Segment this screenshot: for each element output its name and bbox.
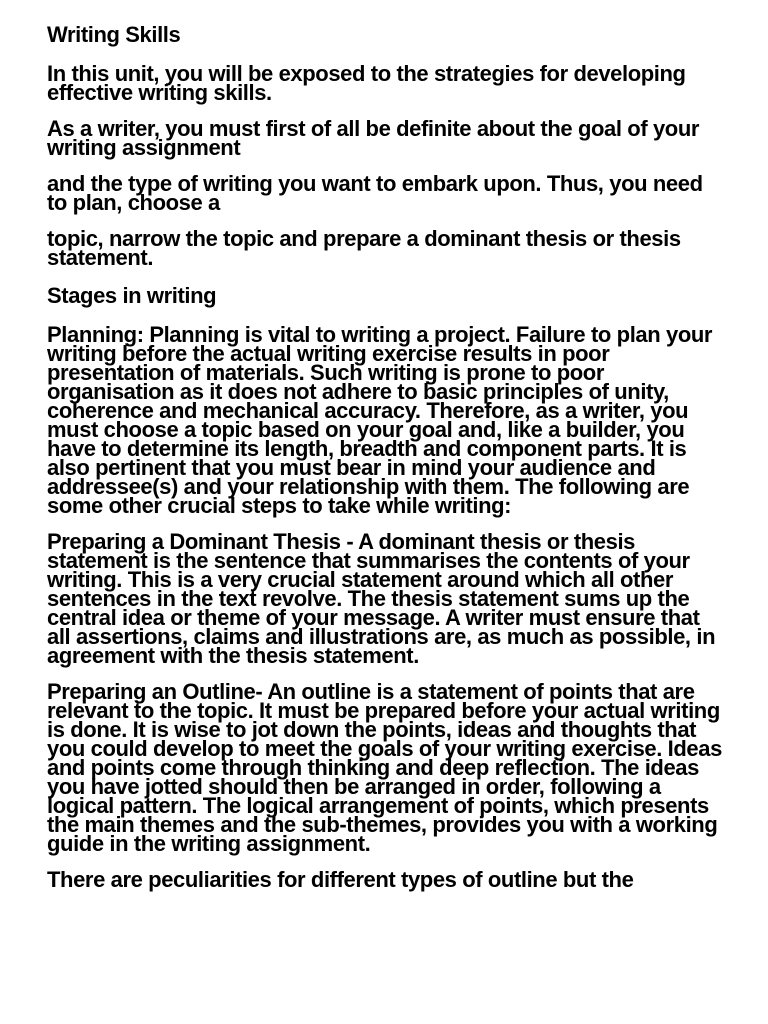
page-title: Writing Skills (47, 22, 181, 47)
thesis-paragraph: Preparing a Dominant Thesis - A dominant thesis or thesis statement is the sentence that summarises the contents of your writing. This is a very crucial statement around which all other sentences in the text revolve. The thesis statement sums up the central idea or theme of your message. A writer must ensure that all assertions, claims and illustrations are, as much as possible, in agreement with the thesis statement. (47, 529, 716, 668)
goal-paragraph: As a writer, you must first of all be definite about the goal of your writing assignment (47, 116, 700, 160)
writing-type-paragraph: and the type of writing you want to embark upon. Thus, you need to plan, choose a (47, 171, 703, 215)
intro-paragraph: In this unit, you will be exposed to the strategies for developing effective writing skills. (47, 61, 686, 105)
document-body (47, 23, 727, 906)
stages-heading: Stages in writing (47, 283, 217, 308)
topic-paragraph: topic, narrow the topic and prepare a dominant thesis or thesis statement. (47, 226, 681, 270)
planning-paragraph: Planning: Planning is vital to writing a project. Failure to plan your writing before the actual writing exercise results in poor presentation of materials. Such writing is prone to poor organisation as it does not adhere to basic principles of unity, coherence and mechanical accuracy. Therefore, as a writer, you must choose a topic based on your goal and, like a builder, you have to determine its length, breadth and component parts. It is also pertinent that you must bear in mind your audience and addressee(s) and your relationship with them. The following are some other crucial steps to take while writing: (47, 322, 713, 518)
outline-paragraph: Preparing an Outline- An outline is a statement of points that are relevant to the topic. It must be prepared before your actual writing is done. It is wise to jot down the points, ideas and thoughts that you could develop to meet the goals of your writing exercise. Ideas and points come through thinking and deep reflection. The ideas you have jotted should then be arranged in order, following a logical pattern. The logical arrangement of points, which presents the main themes and the sub-themes, provides you with a working guide in the writing assignment. (47, 679, 722, 856)
outline-types-paragraph: There are peculiarities for different types of outline but the (47, 867, 634, 892)
